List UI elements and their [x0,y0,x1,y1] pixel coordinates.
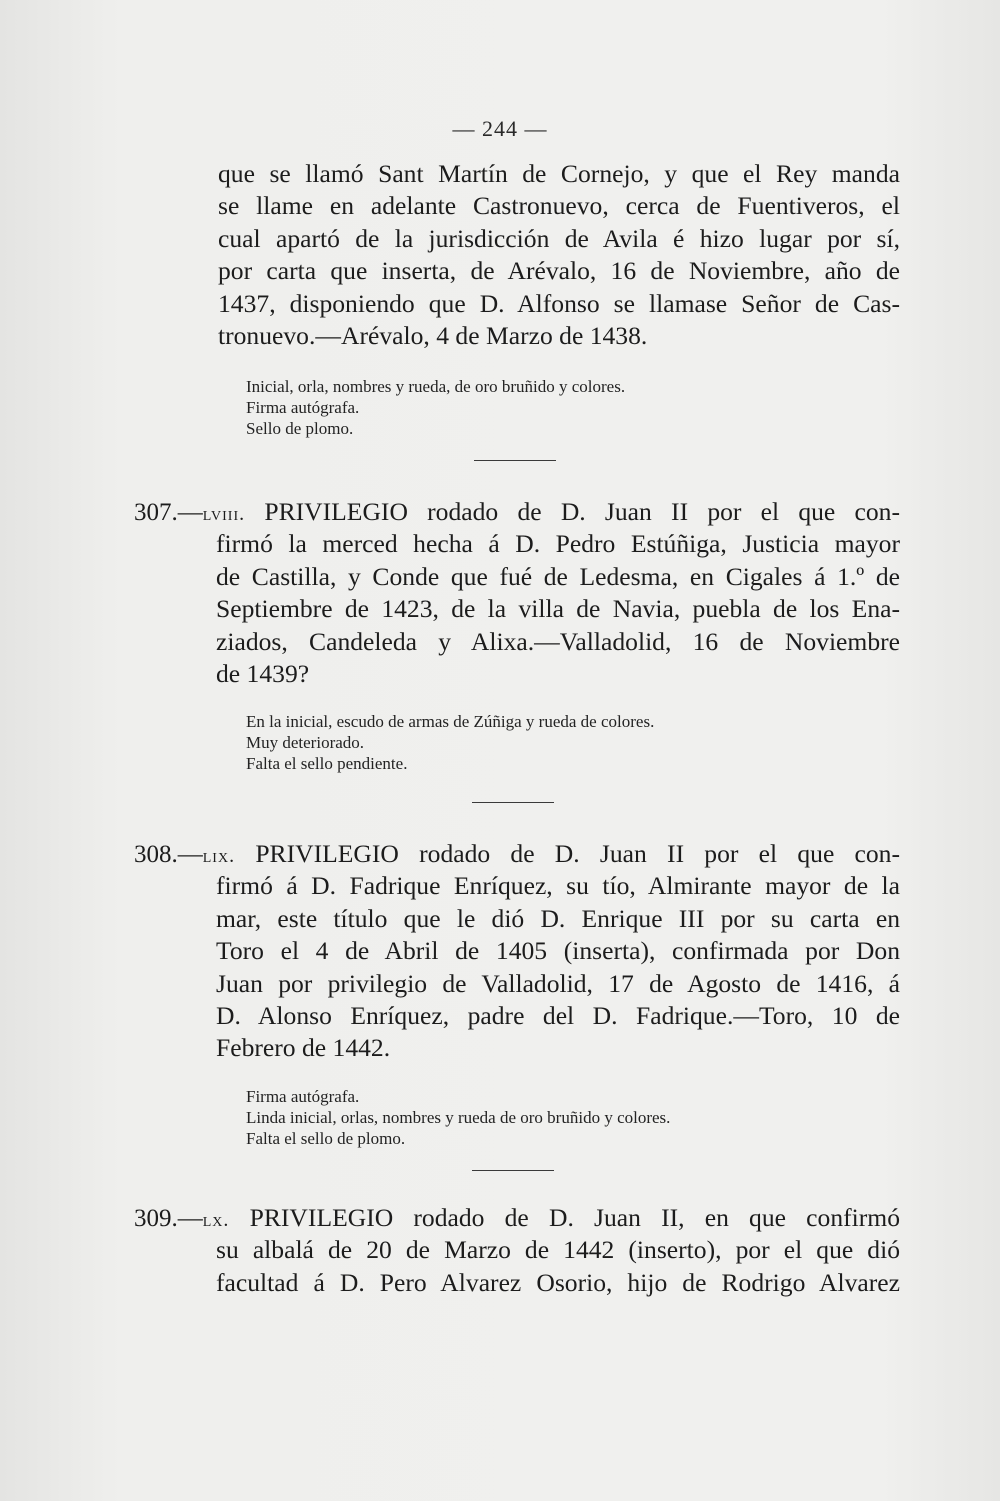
entry-roman-numeral: lx. [202,1209,230,1231]
section-divider [472,1170,554,1171]
entry-line: Toro el 4 de Abril de 1405 (inserta), confirmada por Don [216,936,900,966]
note-line: Falta el sello pendiente. [246,754,408,773]
entry-line: PRIVILEGIO rodado de D. Juan II por el que con- [255,839,900,868]
intro-line: cual apartó de la jurisdicción de Avila é hizo lugar por sí, [218,223,900,253]
entry-line: firmó á D. Fadrique Enríquez, su tío, Almirante mayor de la [216,871,900,901]
note-line: Firma autógrafa. [246,398,360,417]
entry-line: facultad á D. Pero Alvarez Osorio, hijo de Rodrigo Alvarez [216,1267,900,1297]
entry-line: D. Alonso Enríquez, padre del D. Fadrique.—Toro, 10 de [216,1000,900,1030]
note-line: Falta el sello de plomo. [246,1129,406,1148]
section-divider [472,802,554,803]
note-line: Firma autógrafa. [246,1087,360,1106]
entry-307-notes [246,711,654,774]
page-number: — 244 — [452,116,548,141]
entry-line: PRIVILEGIO rodado de D. Juan II por el que con- [264,497,900,526]
entry-roman-numeral: lviii. [202,503,246,525]
entry-number: 309.— [134,1205,203,1232]
section-divider [474,460,556,461]
note-line: En la inicial, escudo de armas de Zúñiga y rueda de colores. [246,712,655,731]
entry-roman-numeral: lix. [202,845,236,867]
entry-line: firmó la merced hecha á D. Pedro Estúñiga, Justicia mayor [216,529,900,559]
entry-308 [134,838,900,1065]
entry-line: Septiembre de 1423, de la villa de Navia, puebla de los Ena- [216,594,900,624]
note-line: Inicial, orla, nombres y rueda, de oro bruñido y colores. [246,377,626,396]
note-line: Linda inicial, orlas, nombres y rueda de oro bruñido y colores. [246,1108,671,1127]
intro-paragraph [218,158,900,352]
note-line: Sello de plomo. [246,419,354,438]
entry-line: su albalá de 20 de Marzo de 1442 (inserto), por el que dió [216,1235,900,1265]
entry-line: mar, este título que le dió D. Enrique III por su carta en [216,903,900,933]
note-line: Muy deteriorado. [246,733,365,752]
entry-line: de 1439? [216,658,310,688]
entry-number: 307.— [134,499,203,526]
entry-number: 308.— [134,841,203,868]
intro-line: se llame en adelante Castronuevo, cerca de Fuentiveros, el [218,191,900,221]
entry-line: Juan por privilegio de Valladolid, 17 de Agosto de 1416, á [216,968,900,998]
entry-308-notes [246,1086,670,1149]
intro-notes [246,376,625,439]
entry-307 [134,496,900,690]
intro-line: por carta que inserta, de Arévalo, 16 de Noviembre, año de [218,256,900,286]
entry-line: Febrero de 1442. [216,1033,391,1063]
entry-line: ziados, Candeleda y Alixa.—Valladolid, 16 de Noviembre [216,626,900,656]
intro-line: que se llamó Sant Martín de Cornejo, y que el Rey manda [218,159,900,188]
entry-line: PRIVILEGIO rodado de D. Juan II, en que confirmó [249,1203,900,1232]
intro-line: tronuevo.—Arévalo, 4 de Marzo de 1438. [218,320,648,350]
entry-line: de Castilla, y Conde que fué de Ledesma, en Cigales á 1.º de [216,561,900,591]
intro-line: 1437, disponiendo que D. Alfonso se llamase Señor de Cas- [218,288,900,318]
entry-309 [134,1202,900,1299]
